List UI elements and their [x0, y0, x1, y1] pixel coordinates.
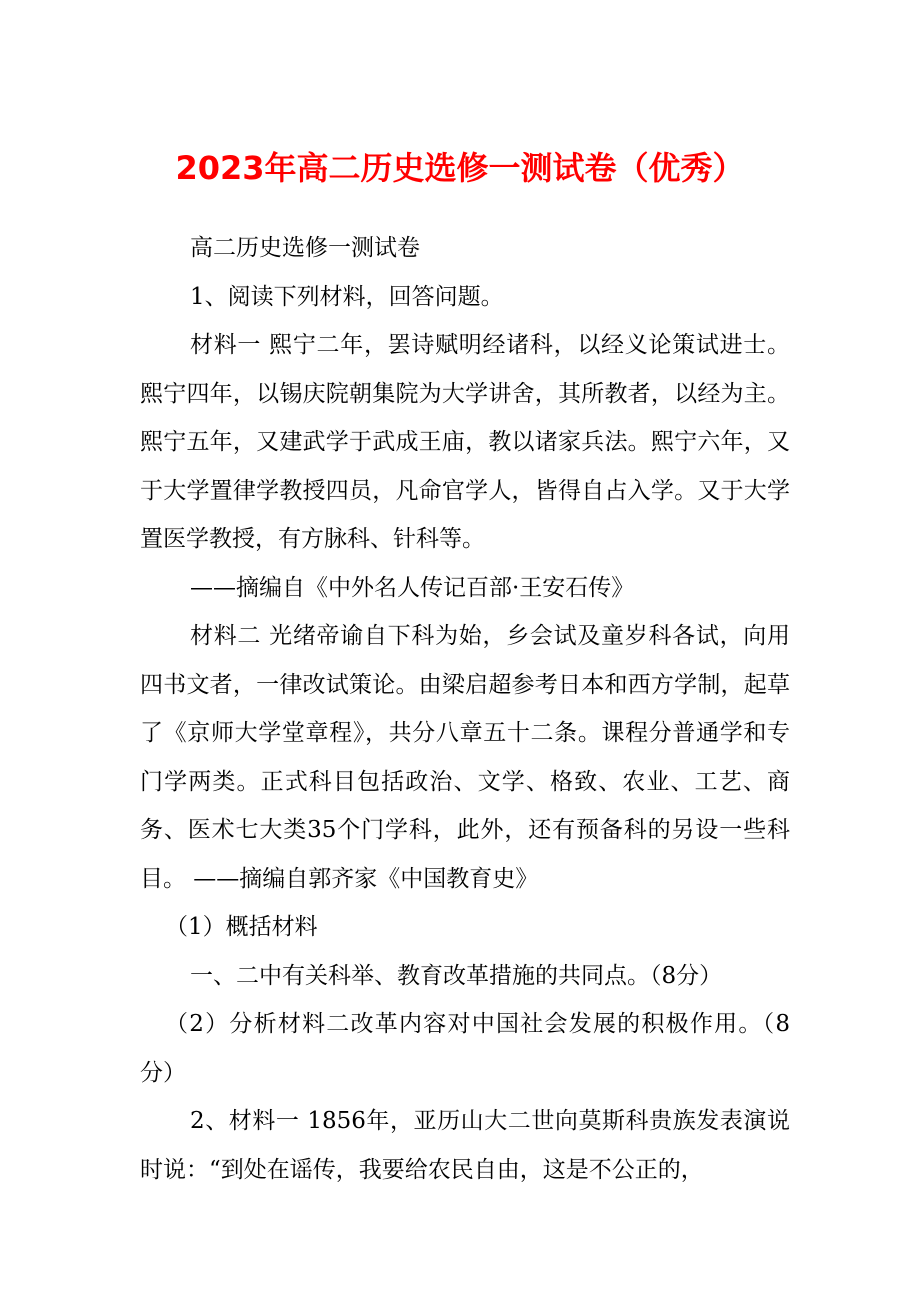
material-1-source: ——摘编自《中外名人传记百部·王安石传》	[190, 574, 635, 601]
material-1-paragraph: 材料一 熙宁二年，罢诗赋明经诸科，以经义论策试进士。熙宁四年，以锡庆院朝集院为大学讲舍，其所教者，以经为主。熙宁五年，又建武学于武成王庙，教以诸家兵法。熙宁六年，又于大学置律学教授四员，凡命官学人，皆得自占入学。又于大学置医学教授，有方脉科、针科等。	[140, 332, 790, 552]
document-body	[140, 224, 790, 1194]
question-1-part-1-cont: 一、二中有关科举、教育改革措施的共同点。（8分）	[190, 962, 723, 989]
document-title: 2023年高二历史选修一测试卷（优秀）	[175, 149, 745, 187]
question-1-part-1: （1）概括材料	[165, 914, 318, 940]
question-1-part-2: （2）分析材料二改革内容对中国社会发展的积极作用。（8分）	[140, 1011, 790, 1086]
subtitle-paragraph: 高二历史选修一测试卷	[190, 235, 420, 261]
material-2-paragraph: 材料二 光绪帝谕自下科为始，乡会试及童岁科各试，向用四书文者，一律改试策论。由梁启超参考日本和西方学制，起草了《京师大学堂章程》，共分八章五十二条。课程分普通学和专门学两类。正式科目包括政治、文学、格致、农业、工艺、商务、医术七大类35个门学科，此外，还有预备科的另设一些科目。 ——摘编自郭齐家《中国教育史》	[140, 623, 790, 892]
question-2-paragraph: 2、材料一 1856年，亚历山大二世向莫斯科贵族发表演说时说：“到处在谣传，我要给农民自由，这是不公正的，	[140, 1108, 790, 1183]
question-1-intro: 1、阅读下列材料，回答问题。	[190, 283, 504, 310]
